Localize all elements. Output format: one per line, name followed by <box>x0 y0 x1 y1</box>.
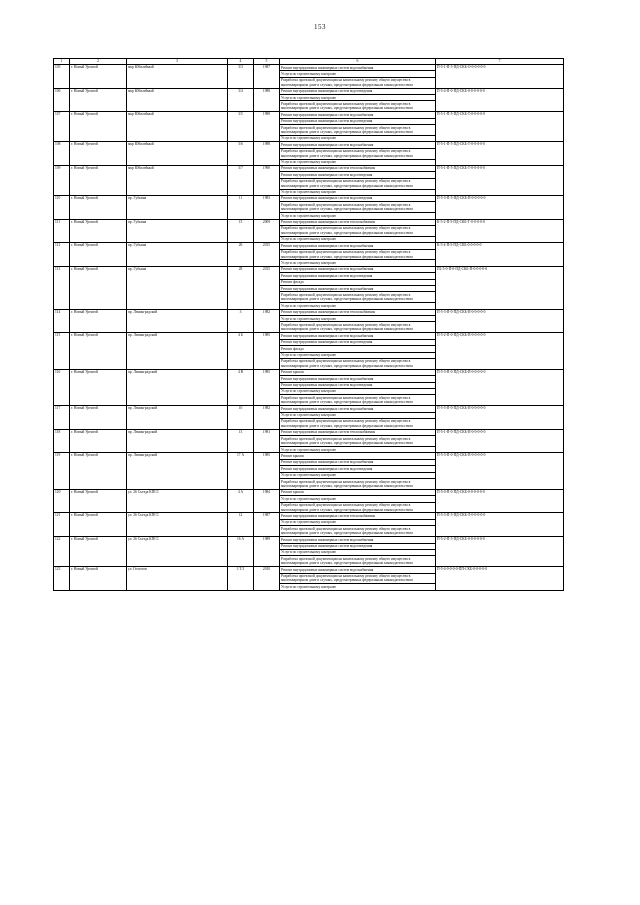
record-code: П-5-3-П-5-ПД-СКБ-П-0-0-0-0-0 <box>436 195 564 219</box>
record-code: П-5-0-П-0-ПД-СКБ-0-0-0-0-0-0 <box>436 489 564 513</box>
record-street: мкр Юбилейный <box>127 65 228 89</box>
record-work-item: Ремонт внутридомовых инженерных систем водоотведения <box>280 118 436 124</box>
record-work-item: Разработка проектной документации на капитальному ремонту общего имущества в многоквартирном доме в случаях, предусмотренных федеральным законодательством <box>280 202 436 213</box>
record-house: 15 <box>228 219 254 243</box>
record-work-item: Ремонт внутридомовых инженерных систем теплоснабжения <box>280 513 436 519</box>
record-work-item: Разработка проектной документации на капитальному ремонту общего имущества в многоквартирном доме в случаях, предусмотренных федеральным законодательством <box>280 502 436 513</box>
record-city: г. Новый Уренгой <box>70 219 127 243</box>
record-work-item: Разработка проектной документации на капитальному ремонту общего имущества в многоквартирном доме в случаях, предусмотренных федеральным законодательством <box>280 101 436 112</box>
record-city: г. Новый Уренгой <box>70 429 127 453</box>
record-number: 122 <box>54 537 70 567</box>
record-code: П2-5-0-П-0-ПД-СКБ-П-0-0-0-0-0 <box>436 266 564 309</box>
record-city: г. Новый Уренгой <box>70 165 127 195</box>
col-header: 1 <box>54 59 70 65</box>
record-year: 2015 <box>254 266 280 309</box>
record-year: 1981 <box>254 429 280 453</box>
record-year: 1987 <box>254 65 280 89</box>
record-city: г. Новый Уренгой <box>70 453 127 489</box>
record-code: П-5-3-П-0-ПД-СКБ-П-0-0-0-0-0 <box>436 309 564 333</box>
record-number: 112 <box>54 243 70 267</box>
record-city: г. Новый Уренгой <box>70 266 127 309</box>
page-number: 153 <box>314 23 326 31</box>
record-year: 1988 <box>254 88 280 112</box>
record-house: 13 <box>228 429 254 453</box>
record-work-item: Разработка проектной документации на капитальному ремонту общего имущества в многоквартирном доме в случаях, предусмотренных федеральным законодательством <box>280 479 436 490</box>
record-work-item: Ремонт внутридомовых инженерных систем водоотведения <box>280 88 436 94</box>
record-work-item: Разработка проектной документации на капитальному ремонту общего имущества в многоквартирном доме в случаях, предусмотренных федеральным законодательством <box>280 573 436 584</box>
record-street: мкр Юбилейный <box>127 142 228 166</box>
record-work-item: Услуги по строительному контролю <box>280 159 436 165</box>
record-house: 3/6 <box>228 142 254 166</box>
col-header: 3 <box>127 59 228 65</box>
record-number: 120 <box>54 489 70 513</box>
col-header: 2 <box>70 59 127 65</box>
record-code: П-5-4-П-0-ПД-СКБ-0-0-0-0-0-0 <box>436 88 564 112</box>
record-work-item: Ремонт внутридомовых инженерных систем водоснабжения <box>280 333 436 339</box>
record-work-item: Услуги по строительному контролю <box>280 236 436 242</box>
record-street: пр. Ленинградский <box>127 406 228 430</box>
record-house: 3/7 <box>228 165 254 195</box>
record-year: 2010 <box>254 567 280 591</box>
record-work-item: Ремонт внутридомовых инженерных систем теплоснабжения <box>280 309 436 315</box>
record-year: 1982 <box>254 406 280 430</box>
record-street: мкр Юбилейный <box>127 112 228 142</box>
col-header: 4 <box>228 59 254 65</box>
record-work-item: Ремонт внутридомовых инженерных систем водоотведения <box>280 543 436 549</box>
record-work-item: Ремонт внутридомовых инженерных систем водоснабжения <box>280 537 436 543</box>
record-street: ул. 26 Съезда КПСС <box>127 489 228 513</box>
record-city: г. Новый Уренгой <box>70 406 127 430</box>
record-work-item: Услуги по строительному контролю <box>280 71 436 77</box>
record-house: 4 В <box>228 369 254 405</box>
record-street: ул. 26 Съезда КПСС <box>127 513 228 537</box>
record-street: пр. Ленинградский <box>127 369 228 405</box>
record-street: пр. Губкина <box>127 195 228 219</box>
record-city: г. Новый Уренгой <box>70 243 127 267</box>
record-year: 1985 <box>254 333 280 369</box>
record-work-item: Ремонт внутридомовых инженерных систем водоснабжения <box>280 286 436 292</box>
record-work-item: Ремонт внутридомовых инженерных систем водоотведения <box>280 466 436 472</box>
repair-program-table <box>53 58 564 591</box>
record-code: П-5-4-0-0-0-0-ПП-СКБ-0-0-0-0-0 <box>436 567 564 591</box>
record-code: П-5-1-П-5-ПД-СКБ-Т-0-0-0-0-0 <box>436 112 564 142</box>
record-work-item: Разработка проектной документации на капитальному ремонту общего имущества в многоквартирном доме в случаях, предусмотренных федеральным законодательством <box>280 225 436 236</box>
record-year: 1985 <box>254 453 280 489</box>
record-work-item: Ремонт крыши <box>280 489 436 495</box>
record-work-item: Услуги по строительному контролю <box>280 496 436 502</box>
record-code: П-5-2-П-5-ПД-СКБ-0-0-0-0-0-0 <box>436 537 564 567</box>
col-header: 5 <box>254 59 280 65</box>
record-street: мкр Юбилейный <box>127 165 228 195</box>
record-house: 3/3 <box>228 65 254 89</box>
record-street: пр. Ленинградский <box>127 309 228 333</box>
record-work-item: Ремонт внутридомовых инженерных систем водоснабжения <box>280 406 436 412</box>
record-work-item: Ремонт внутридомовых инженерных систем водоснабжения <box>280 243 436 249</box>
record-number: 115 <box>54 333 70 369</box>
record-work-item: Разработка проектной документации на капитальному ремонту общего имущества в многоквартирном доме в случаях, предусмотренных федеральным законодательством <box>280 436 436 447</box>
record-city: г. Новый Уренгой <box>70 567 127 591</box>
record-work-item: Ремонт внутридомовых инженерных систем водоснабжения <box>280 567 436 573</box>
record-number: 119 <box>54 453 70 489</box>
record-work-item: Разработка проектной документации на капитальному ремонту общего имущества в многоквартирном доме в случаях, предусмотренных федеральным законодательством <box>280 125 436 136</box>
record-street: мкр Юбилейный <box>127 88 228 112</box>
record-year: 1988 <box>254 142 280 166</box>
record-number: 109 <box>54 165 70 195</box>
record-work-item: Разработка проектной документации на капитальному ремонту общего имущества в многоквартирном доме в случаях, предусмотренных федеральным законодательством <box>280 77 436 88</box>
record-city: г. Новый Уренгой <box>70 65 127 89</box>
record-code: П-5-1-П-5-ПД-СКБ-Т-0-0-0-0-0 <box>436 165 564 195</box>
record-work-item: Услуги по строительному контролю <box>280 584 436 590</box>
record-year: 1983 <box>254 195 280 219</box>
record-work-item: Ремонт внутридомовых инженерных систем водоотведения <box>280 382 436 388</box>
record-year: 1989 <box>254 537 280 567</box>
record-work-item: Услуги по строительному контролю <box>280 412 436 418</box>
record-code: П-5-3-П-5-ПД-СКБ-Л-0-0-0-0-0 <box>436 513 564 537</box>
record-house: 3/5 <box>228 112 254 142</box>
record-work-item: Ремонт фасада <box>280 279 436 285</box>
record-work-item: Ремонт внутридомовых инженерных систем теплоснабжения <box>280 219 436 225</box>
record-city: г. Новый Уренгой <box>70 537 127 567</box>
record-house: 10 <box>228 406 254 430</box>
record-number: 117 <box>54 406 70 430</box>
record-house: 4 Б <box>228 333 254 369</box>
record-city: г. Новый Уренгой <box>70 369 127 405</box>
record-number: 121 <box>54 513 70 537</box>
record-work-item: Ремонт внутридомовых инженерных систем водоснабжения <box>280 459 436 465</box>
record-work-item: Услуги по строительному контролю <box>280 388 436 394</box>
record-work-item: Услуги по строительному контролю <box>280 447 436 453</box>
record-work-item: Услуги по строительному контролю <box>280 316 436 322</box>
record-work-item: Разработка проектной документации на капитальному ремонту общего имущества в многоквартирном доме в случаях, предусмотренных федеральным законодательством <box>280 358 436 369</box>
record-number: 105 <box>54 65 70 89</box>
record-code: П-5-2-П-0-ПД-СКБ-П-0-0-0-0-0 <box>436 333 564 369</box>
record-city: г. Новый Уренгой <box>70 309 127 333</box>
record-year: 1989 <box>254 112 280 142</box>
record-number: 108 <box>54 142 70 166</box>
record-work-item: Услуги по строительному контролю <box>280 519 436 525</box>
record-house: 4 А <box>228 489 254 513</box>
record-house: 3 <box>228 309 254 333</box>
record-code: П-5-3-П-0-ПД-СКБ-П-0-0-0-0-0 <box>436 453 564 489</box>
record-code: П-5-1-П-0-ПД-СКБ-П-0-0-0-0-0 <box>436 429 564 453</box>
record-work-item: Услуги по строительному контролю <box>280 472 436 478</box>
record-number: 116 <box>54 369 70 405</box>
record-work-item: Ремонт внутридомовых инженерных систем теплоснабжения <box>280 429 436 435</box>
record-number: 123 <box>54 567 70 591</box>
record-code: К-5-2-П-5-ПД-СКБ-Т-0-0-0-0-0 <box>436 219 564 243</box>
record-work-item: Ремонт внутридомовых инженерных систем водоснабжения <box>280 65 436 71</box>
record-work-item: Ремонт внутридомовых инженерных систем водоснабжения <box>280 142 436 148</box>
record-work-item: Ремонт крыши <box>280 453 436 459</box>
record-number: 113 <box>54 266 70 309</box>
record-house: 3/4 <box>228 88 254 112</box>
record-house: 28 <box>228 266 254 309</box>
record-street: пр. Ленинградский <box>127 333 228 369</box>
record-work-item: Ремонт внутридомовых инженерных систем водоотведения <box>280 172 436 178</box>
record-work-item: Ремонт фасада <box>280 346 436 352</box>
record-work-item: Разработка проектной документации на капитальному ремонту общего имущества в многоквартирном доме в случаях, предусмотренных федеральным законодательством <box>280 148 436 159</box>
record-work-item: Ремонт внутридомовых инженерных систем водоотведения <box>280 339 436 345</box>
col-header: 7 <box>436 59 564 65</box>
record-work-item: Разработка проектной документации на капитальному ремонту общего имущества в многоквартирном доме в случаях, предусмотренных федеральным законодательством <box>280 418 436 429</box>
record-code: П-5-1-П-5-ПД-СКБ-Т-0-0-0-0-0 <box>436 142 564 166</box>
record-work-item: Услуги по строительному контролю <box>280 189 436 195</box>
record-house: 26 <box>228 243 254 267</box>
record-number: 107 <box>54 112 70 142</box>
record-house: 12 <box>228 513 254 537</box>
record-street: ул. 26 Съезда КПСС <box>127 537 228 567</box>
record-house: 11 <box>228 195 254 219</box>
record-code: П-5-3-П-0-ПД-СКБ-П-0-0-0-0-0 <box>436 369 564 405</box>
record-city: г. Новый Уренгой <box>70 112 127 142</box>
record-number: 114 <box>54 309 70 333</box>
record-street: пр. Губкина <box>127 243 228 267</box>
record-code: П-5-1-П-5-ПД-СКБ-О-0-0-0-0-0 <box>436 65 564 89</box>
record-city: г. Новый Уренгой <box>70 333 127 369</box>
record-city: г. Новый Уренгой <box>70 142 127 166</box>
record-house: 17 А <box>228 453 254 489</box>
record-code: П-5-5-П-0-ПД-СКБ-П-0-0-0-0-0 <box>436 406 564 430</box>
record-street: пр. Ленинградский <box>127 453 228 489</box>
col-header: 6 <box>280 59 436 65</box>
record-year: 1985 <box>254 369 280 405</box>
record-year: 1987 <box>254 513 280 537</box>
record-work-item: Услуги по строительному контролю <box>280 352 436 358</box>
record-year: 1990 <box>254 165 280 195</box>
record-work-item: Ремонт крыши <box>280 369 436 375</box>
record-code: К-5-4-П-5-ПД-СКБ-0-0-0-0-0 <box>436 243 564 267</box>
record-year: 2009 <box>254 219 280 243</box>
record-work-item: Разработка проектной документации на капитальному ремонту общего имущества в многоквартирном доме в случаях, предусмотренных федеральным законодательством <box>280 178 436 189</box>
record-city: г. Новый Уренгой <box>70 195 127 219</box>
record-house: 3 Т/1 <box>228 567 254 591</box>
record-year: 1982 <box>254 309 280 333</box>
record-work-item: Услуги по строительному контролю <box>280 303 436 309</box>
record-work-item: Разработка проектной документации на капитальному ремонту общего имущества в многоквартирном доме в случаях, предусмотренных федеральным законодательством <box>280 526 436 537</box>
record-work-item: Ремонт внутридомовых инженерных систем водоснабжения <box>280 112 436 118</box>
record-number: 110 <box>54 195 70 219</box>
record-street: ул. Геологов <box>127 567 228 591</box>
record-number: 111 <box>54 219 70 243</box>
record-work-item: Разработка проектной документации на капитальному ремонту общего имущества в многоквартирном доме в случаях, предусмотренных федеральным законодательством <box>280 292 436 303</box>
record-work-item: Услуги по строительному контролю <box>280 95 436 101</box>
record-city: г. Новый Уренгой <box>70 489 127 513</box>
record-work-item: Разработка проектной документации на капитальному ремонту общего имущества в многоквартирном доме в случаях, предусмотренных федеральным законодательством <box>280 322 436 333</box>
record-house: 16 А <box>228 537 254 567</box>
record-work-item: Ремонт внутридомовых инженерных систем водоснабжения <box>280 266 436 272</box>
record-work-item: Ремонт внутридомовых инженерных систем водоотведения <box>280 273 436 279</box>
record-number: 106 <box>54 88 70 112</box>
record-number: 118 <box>54 429 70 453</box>
record-city: г. Новый Уренгой <box>70 513 127 537</box>
record-work-item: Разработка проектной документации на капитальному ремонту общего имущества в многоквартирном доме в случаях, предусмотренных федеральным законодательством <box>280 395 436 406</box>
record-street: пр. Губкина <box>127 266 228 309</box>
record-work-item: Ремонт внутридомовых инженерных систем водоснабжения <box>280 376 436 382</box>
record-city: г. Новый Уренгой <box>70 88 127 112</box>
record-work-item: Услуги по строительному контролю <box>280 135 436 141</box>
record-work-item: Разработка проектной документации на капитальному ремонту общего имущества в многоквартирном доме в случаях, предусмотренных федеральным законодательством <box>280 249 436 260</box>
record-street: пр. Ленинградский <box>127 429 228 453</box>
record-work-item: Услуги по строительному контролю <box>280 213 436 219</box>
record-year: 2015 <box>254 243 280 267</box>
record-street: пр. Губкина <box>127 219 228 243</box>
record-work-item: Услуги по строительному контролю <box>280 549 436 555</box>
record-work-item: Ремонт внутридомовых инженерных систем водоотведения <box>280 195 436 201</box>
record-work-item: Услуги по строительному контролю <box>280 260 436 266</box>
record-work-item: Ремонт внутридомовых инженерных систем теплоснабжения <box>280 165 436 171</box>
record-year: 1984 <box>254 489 280 513</box>
record-work-item: Разработка проектной документации на капитальному ремонту общего имущества в многоквартирном доме в случаях, предусмотренных федеральным законодательством <box>280 556 436 567</box>
